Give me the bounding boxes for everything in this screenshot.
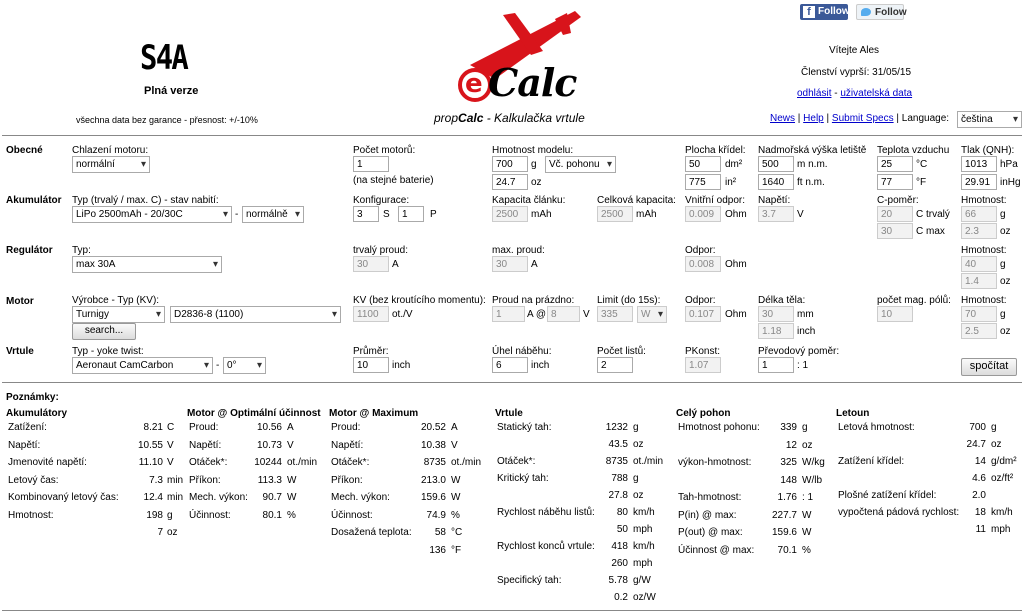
header-divider	[2, 135, 1022, 136]
result-value: 12.4	[143, 492, 163, 503]
result-value: 10.56	[256, 422, 282, 433]
result-label: Účinnost:	[331, 509, 373, 521]
elevation-unit: m n.m.	[797, 159, 828, 170]
esc-cont-current-input[interactable]: 30	[353, 256, 389, 272]
cell-capacity-input[interactable]: 2500	[492, 206, 528, 222]
esc-mass-oz-input[interactable]: 1.4	[961, 273, 997, 289]
esc-cont-current-label: trvalý proud:	[353, 245, 409, 256]
gear-ratio-unit: : 1	[797, 360, 809, 371]
model-weight-oz-unit: oz	[531, 177, 542, 188]
result-label: Otáček*:	[331, 457, 370, 468]
pitch-input[interactable]: 6	[492, 357, 528, 373]
submit-specs-link[interactable]: Submit Specs	[831, 113, 894, 124]
result-value: 24.7	[966, 439, 986, 450]
kv-unit: ot./V	[392, 309, 413, 320]
result-unit: °F	[451, 544, 462, 556]
battery-dash: -	[235, 209, 239, 220]
result-value: 159.6	[771, 527, 797, 538]
section-battery: Akumulátor	[6, 195, 62, 206]
result-unit: A	[287, 422, 294, 433]
subtitle-calc: Calc	[458, 111, 484, 125]
result-unit: min	[167, 474, 184, 486]
twitter-follow-label: Follow	[875, 7, 907, 18]
result-value: 8.21	[143, 422, 163, 433]
esc-type-label: Typ:	[72, 245, 91, 256]
section-controller: Regulátor	[6, 245, 53, 256]
noload-voltage-unit: V	[583, 309, 590, 320]
version-label: Plná verze	[144, 85, 199, 97]
result-unit: W	[802, 509, 812, 521]
diameter-label: Průměr:	[353, 346, 389, 357]
kv-label: KV (bez kroutícího momentu):	[353, 295, 486, 306]
result-unit: min	[167, 492, 184, 503]
result-label: Kombinovaný letový čas:	[8, 492, 119, 503]
result-value: 80	[616, 507, 628, 518]
esc-cont-current-unit: A	[392, 259, 399, 270]
cell-capacity-label: Kapacita článku:	[492, 195, 566, 206]
elevation-ft-input[interactable]: 1640	[758, 174, 794, 190]
result-unit: ot./min	[451, 457, 482, 468]
calculate-button[interactable]: spočítat	[961, 358, 1017, 376]
internal-resistance-label: Vnitřní odpor:	[685, 195, 746, 206]
cell-voltage-unit: V	[797, 209, 804, 220]
result-value: 2.0	[972, 490, 986, 501]
pressure-inhg-unit: inHg	[1000, 177, 1021, 188]
result-value: 260	[611, 558, 628, 569]
result-value: 18	[974, 507, 986, 518]
battery-state-select[interactable]: normálně ▾	[242, 206, 304, 223]
result-label: Rychlost náběhu listů:	[497, 507, 595, 518]
wing-area-unit: dm²	[725, 159, 743, 170]
motors-count-label: Počet motorů:	[353, 145, 416, 156]
result-label: Specifický tah:	[497, 575, 562, 586]
subtitle-rest: - Kalkulačka vrtule	[483, 111, 585, 125]
config-p-input[interactable]: 1	[398, 206, 424, 222]
result-label: P(in) @ max:	[678, 509, 737, 521]
subscription-logo: S4A	[140, 38, 188, 78]
motor-mass-input[interactable]: 70	[961, 306, 997, 322]
result-unit: km/h	[633, 541, 655, 552]
wing-area-label: Plocha křídel:	[685, 145, 746, 156]
disclaimer-text: všechna data bez garance - přesnost: +/-10%	[76, 115, 258, 125]
result-unit: : 1	[802, 492, 814, 503]
result-value: 213.0	[420, 474, 446, 486]
result-value: 700	[969, 422, 986, 433]
elevation-input[interactable]: 500	[758, 156, 794, 172]
results-motor-optimum-title: Motor @ Optimální účinnost	[187, 408, 321, 419]
power-limit-unit-select[interactable]: W ▾	[637, 306, 667, 323]
result-label: Napětí:	[8, 439, 41, 451]
link-separator: -	[831, 88, 841, 99]
results-drive-title: Celý pohon	[676, 408, 731, 419]
result-label: Mech. výkon:	[331, 492, 390, 503]
result-unit: mph	[633, 558, 653, 569]
result-unit: %	[451, 509, 460, 521]
motor-mass-oz-unit: oz	[1000, 326, 1011, 337]
result-unit: W/kg	[802, 457, 825, 468]
kv-input[interactable]: 1100	[353, 306, 389, 322]
model-weight-input[interactable]: 700	[492, 156, 528, 172]
section-motor: Motor	[6, 296, 34, 307]
result-unit: W	[802, 527, 812, 538]
result-label: Dosažená teplota:	[331, 527, 412, 538]
result-label: Jmenovité napětí:	[8, 457, 87, 468]
result-value: 10244	[254, 457, 282, 468]
total-capacity-input[interactable]: 2500	[597, 206, 633, 222]
cell-voltage-input[interactable]: 3.7	[758, 206, 794, 222]
result-label: Otáček*:	[497, 456, 536, 467]
wing-area-input[interactable]: 50	[685, 156, 721, 172]
results-airplane-title: Letoun	[836, 408, 870, 419]
battery-type-label: Typ (trvalý / max. C) - stav nabití:	[72, 195, 219, 206]
result-label: Napětí:	[331, 439, 364, 451]
battery-type-select[interactable]: LiPo 2500mAh - 20/30C ▾	[72, 206, 232, 223]
motor-manufacturer-label: Výrobce - Typ (KV):	[72, 295, 160, 306]
noload-current-unit: A @	[527, 309, 547, 320]
result-unit: W	[451, 474, 461, 486]
result-unit: W	[287, 474, 297, 486]
esc-max-current-label: max. proud:	[492, 245, 545, 256]
result-unit: C	[167, 422, 175, 433]
motor-mass-oz-input[interactable]: 2.5	[961, 323, 997, 339]
elevation-label: Nadmořská výška letiště	[758, 145, 867, 156]
section-general: Obecné	[6, 145, 43, 156]
prop-type-select[interactable]: Aeronaut CamCarbon ▾	[72, 357, 213, 374]
result-value: 7.3	[149, 474, 163, 486]
cell-voltage-label: Napětí:	[758, 195, 791, 206]
esc-mass-oz-unit: oz	[1000, 276, 1011, 287]
result-unit: V	[167, 457, 174, 468]
pconst-input[interactable]: 1.07	[685, 357, 721, 373]
c-rate-cont-input[interactable]: 20	[877, 206, 913, 222]
esc-resistance-unit: Ohm	[725, 259, 747, 270]
result-label: Proud:	[189, 422, 219, 433]
result-value: 113.3	[257, 474, 282, 486]
result-value: 0.2	[614, 592, 628, 603]
result-unit: °C	[451, 527, 463, 538]
result-value: 5.78	[608, 575, 628, 586]
result-unit: V	[451, 439, 458, 451]
results-battery-title: Akumulátory	[6, 408, 68, 419]
battery-mass-oz-input[interactable]: 2.3	[961, 223, 997, 239]
battery-mass-oz-unit: oz	[1000, 226, 1011, 237]
motor-type-select[interactable]: D2836-8 (1100) ▾	[170, 306, 341, 323]
result-value: 8735	[423, 457, 446, 468]
result-value: 8735	[605, 456, 628, 467]
battery-mass-label: Hmotnost:	[961, 195, 1007, 206]
motor-search-button[interactable]: search...	[72, 323, 136, 340]
result-unit: mph	[991, 524, 1011, 535]
result-unit: km/h	[633, 507, 655, 518]
diameter-input[interactable]: 10	[353, 357, 389, 373]
result-value: 11	[975, 524, 986, 535]
subtitle-prefix: prop	[434, 111, 459, 125]
result-label: Zatížení:	[8, 422, 47, 433]
battery-mass-input[interactable]: 66	[961, 206, 997, 222]
air-temp-input[interactable]: 25	[877, 156, 913, 172]
gear-ratio-input[interactable]: 1	[758, 357, 794, 373]
result-value: 70.1	[777, 544, 797, 556]
result-unit: %	[802, 544, 811, 556]
config-p-unit: P	[430, 209, 437, 220]
result-value: 1.76	[777, 492, 797, 503]
result-unit: g/dm²	[991, 456, 1017, 467]
esc-mass-label: Hmotnost:	[961, 245, 1007, 256]
motor-resistance-unit: Ohm	[725, 309, 747, 320]
help-link[interactable]: Help	[803, 113, 824, 124]
internal-resistance-unit: Ohm	[725, 209, 747, 220]
result-unit: oz/W	[633, 592, 656, 603]
result-unit: ot./min	[633, 456, 664, 467]
result-unit: W	[451, 492, 461, 503]
result-label: Příkon:	[331, 474, 363, 486]
pitch-unit: inch	[531, 360, 550, 371]
air-temp-f-input[interactable]: 77	[877, 174, 913, 190]
wing-area-in-unit: in²	[725, 177, 737, 188]
pressure-label: Tlak (QNH):	[961, 145, 1015, 156]
esc-max-current-unit: A	[531, 259, 538, 270]
user-data-link[interactable]: uživatelská data	[840, 88, 913, 99]
result-label: Letový čas:	[8, 474, 59, 486]
motors-count-input[interactable]: 1	[353, 156, 389, 172]
cooling-select[interactable]: normální ▾	[72, 156, 150, 173]
esc-resistance-label: Odpor:	[685, 245, 716, 256]
result-unit: %	[287, 509, 296, 521]
result-label: Příkon:	[189, 474, 221, 486]
noload-current-label: Proud na prázdno:	[492, 295, 575, 306]
form-divider	[2, 382, 1022, 383]
case-length-in-unit: inch	[797, 326, 816, 337]
logout-link[interactable]: odhlásit	[797, 88, 832, 99]
result-unit: g	[167, 509, 173, 521]
result-value: 74.9	[426, 509, 446, 521]
result-label: Plošné zatížení křídel:	[838, 490, 937, 501]
result-value: 339	[780, 422, 797, 433]
prop-type-label: Typ - yoke twist:	[72, 346, 144, 357]
result-value: 58	[434, 527, 446, 538]
motor-resistance-label: Odpor:	[685, 295, 716, 306]
case-length-unit: mm	[797, 309, 814, 320]
result-value: 159.6	[420, 492, 446, 503]
result-label: Hmotnost:	[8, 509, 54, 521]
logo-calc-text: Calc	[488, 60, 577, 105]
result-value: 7	[157, 527, 163, 538]
notes-label: Poznámky:	[6, 392, 59, 403]
config-s-unit: S	[383, 209, 390, 220]
result-unit: g	[991, 422, 997, 433]
top-navigation: News | Help | Submit Specs | Language:	[770, 113, 950, 124]
result-label: Rychlost konců vrtule:	[497, 541, 595, 552]
pitch-label: Úhel náběhu:	[492, 346, 552, 357]
result-label: Napětí:	[189, 439, 222, 451]
result-label: Účinnost @ max:	[678, 544, 755, 556]
results-motor-max-title: Motor @ Maximum	[329, 408, 419, 419]
result-unit: km/h	[991, 507, 1013, 518]
config-label: Konfigurace:	[353, 195, 410, 206]
result-value: 227.7	[771, 509, 797, 521]
pressure-unit: hPa	[1000, 159, 1018, 170]
pressure-input[interactable]: 1013	[961, 156, 997, 172]
elevation-ft-unit: ft n.m.	[797, 177, 825, 188]
result-unit: g	[633, 422, 639, 433]
facebook-follow-label: Follow	[818, 6, 850, 17]
result-unit: oz	[167, 527, 178, 538]
result-unit: W/lb	[802, 474, 822, 486]
result-unit: W	[287, 492, 297, 503]
result-label: P(out) @ max:	[678, 527, 743, 538]
result-unit: oz	[633, 439, 644, 450]
language-select[interactable]: čeština ▾	[957, 111, 1022, 128]
esc-type-select[interactable]: max 30A ▾	[72, 256, 222, 273]
result-label: Zatížení křídel:	[838, 456, 905, 467]
result-value: 1232	[605, 422, 628, 433]
power-limit-label: Limit (do 15s):	[597, 295, 661, 306]
result-value: 198	[146, 509, 163, 521]
esc-mass-input[interactable]: 40	[961, 256, 997, 272]
prop-twist-select[interactable]: 0° ▾	[223, 357, 266, 374]
wing-area-in-input[interactable]: 775	[685, 174, 721, 190]
result-value: 80.1	[262, 509, 282, 521]
result-value: 325	[780, 457, 797, 468]
result-value: 90.7	[262, 492, 282, 503]
config-s-input[interactable]: 3	[353, 206, 379, 222]
result-value: 10.38	[420, 439, 446, 451]
c-rate-max-unit: C max	[916, 226, 945, 237]
battery-mass-unit: g	[1000, 209, 1006, 220]
pconst-label: PKonst:	[685, 346, 721, 357]
footer-divider	[2, 610, 1022, 611]
result-unit: ot./min	[287, 457, 318, 468]
diameter-unit: inch	[392, 360, 411, 371]
weight-mode-select[interactable]: Vč. pohonu ▾	[545, 156, 616, 173]
result-value: 418	[611, 541, 628, 552]
account-links	[797, 88, 912, 99]
result-value: 27.8	[608, 490, 628, 501]
air-temp-label: Teplota vzduchu	[877, 145, 950, 156]
noload-current-input[interactable]: 1	[492, 306, 525, 322]
result-label: Otáček*:	[189, 457, 228, 468]
magnet-poles-input[interactable]: 10	[877, 306, 913, 322]
model-weight-oz-input[interactable]: 24.7	[492, 174, 528, 190]
result-unit: g	[802, 422, 808, 433]
welcome-text: Vítejte Ales	[829, 45, 880, 56]
c-rate-cont-unit: C trvalý	[916, 209, 950, 220]
result-unit: oz	[991, 439, 1002, 450]
esc-resistance-input[interactable]: 0.008	[685, 256, 721, 272]
pressure-inhg-input[interactable]: 29.91	[961, 174, 997, 190]
c-rate-label: C-poměr:	[877, 195, 919, 206]
prop-dash: -	[216, 360, 220, 371]
language-label: Language:	[901, 113, 950, 124]
membership-expiry: Členství vyprší: 31/05/15	[801, 67, 912, 78]
magnet-poles-label: počet mag. pólů:	[877, 295, 951, 306]
result-label: Účinnost:	[189, 509, 231, 521]
result-unit: oz/ft²	[991, 473, 1014, 484]
noload-voltage-input[interactable]: 8	[547, 306, 580, 322]
result-value: 43.5	[608, 439, 628, 450]
result-unit: A	[451, 422, 458, 433]
result-value: 12	[785, 439, 797, 451]
cooling-label: Chlazení motoru:	[72, 145, 149, 156]
air-temp-f-unit: °F	[916, 177, 927, 188]
blades-label: Počet listů:	[597, 346, 646, 357]
result-unit: g/W	[633, 575, 651, 586]
result-value: 136	[429, 544, 446, 556]
esc-max-current-input[interactable]: 30	[492, 256, 528, 272]
case-length-label: Délka těla:	[758, 295, 806, 306]
result-unit: mph	[633, 524, 653, 535]
result-label: Tah-hmotnost:	[678, 492, 742, 503]
result-value: 14	[974, 456, 986, 467]
result-label: Hmotnost pohonu:	[678, 422, 760, 433]
twitter-follow-button[interactable]	[856, 4, 907, 20]
result-label: Statický tah:	[497, 422, 552, 433]
facebook-icon: f	[803, 6, 815, 18]
news-link[interactable]: News	[770, 113, 796, 124]
gear-ratio-label: Převodový poměr:	[758, 346, 840, 357]
result-label: výkon-hmotnost:	[678, 457, 752, 468]
power-limit-input[interactable]: 335	[597, 306, 633, 322]
result-value: 4.6	[972, 473, 986, 484]
motor-resistance-input[interactable]: 0.107	[685, 306, 721, 322]
result-label: Letová hmotnost:	[838, 422, 915, 433]
total-capacity-label: Celková kapacita:	[597, 195, 676, 206]
result-label: vypočtená pádová rychlost:	[838, 507, 960, 518]
result-label: Mech. výkon:	[189, 492, 248, 503]
c-rate-max-input[interactable]: 30	[877, 223, 913, 239]
result-value: 10.55	[137, 439, 163, 451]
motor-mass-unit: g	[1000, 309, 1006, 320]
result-value: 20.52	[420, 422, 446, 433]
total-capacity-unit: mAh	[636, 209, 657, 220]
facebook-follow-button[interactable]	[800, 4, 848, 20]
case-length-in-input[interactable]: 1.18	[758, 323, 794, 339]
motor-manufacturer-select[interactable]: Turnigy ▾	[72, 306, 165, 323]
section-propeller: Vrtule	[6, 346, 34, 357]
result-label: Proud:	[331, 422, 361, 433]
internal-resistance-input[interactable]: 0.009	[685, 206, 721, 222]
result-value: 788	[611, 473, 628, 484]
motors-count-note: (na stejné baterie)	[353, 175, 434, 186]
motor-mass-label: Hmotnost:	[961, 295, 1007, 306]
twitter-bird-icon	[861, 8, 871, 16]
result-unit: oz	[802, 439, 813, 451]
result-label: Kritický tah:	[497, 473, 549, 484]
blades-input[interactable]: 2	[597, 357, 633, 373]
esc-mass-unit: g	[1000, 259, 1006, 270]
result-unit: oz	[633, 490, 644, 501]
result-unit: g	[633, 473, 639, 484]
result-value: 10.73	[256, 439, 282, 451]
cell-capacity-unit: mAh	[531, 209, 552, 220]
app-subtitle	[434, 111, 585, 125]
case-length-input[interactable]: 30	[758, 306, 794, 322]
logo-e-letter: e	[465, 69, 483, 99]
model-weight-unit: g	[531, 159, 537, 170]
result-unit: V	[287, 439, 294, 451]
results-propeller-title: Vrtule	[495, 408, 523, 419]
result-value: 11.10	[138, 457, 163, 468]
result-value: 148	[780, 474, 797, 486]
model-weight-label: Hmotnost modelu:	[492, 145, 574, 156]
result-unit: V	[167, 439, 174, 451]
result-value: 50	[616, 524, 628, 535]
air-temp-unit: °C	[916, 159, 928, 170]
